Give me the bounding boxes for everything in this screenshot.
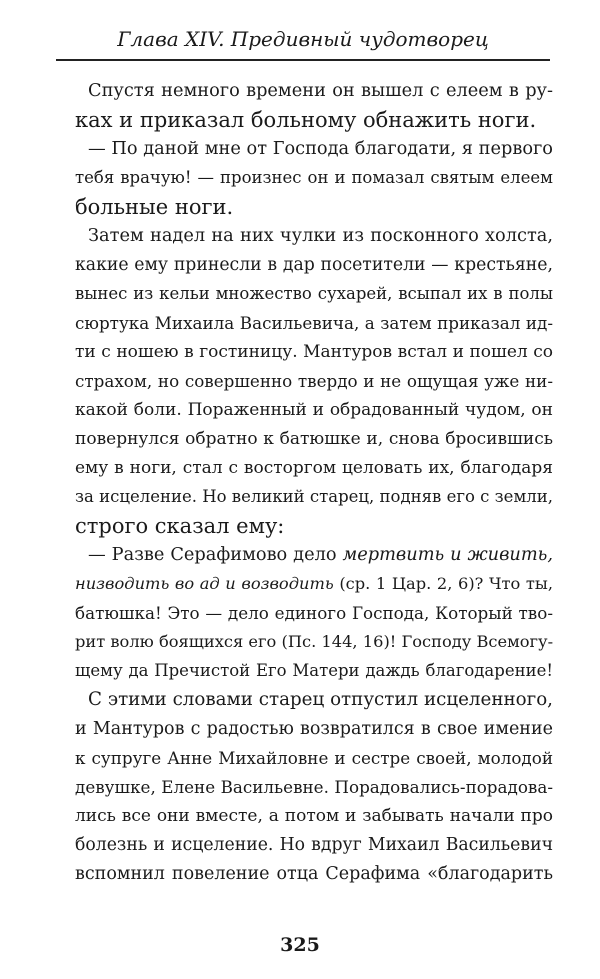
text-line: лись все они вместе, а потом и забывать начали про: [75, 806, 553, 826]
quote-line: щему да Пречистой Его Матери даждь благодарение!: [75, 661, 553, 680]
text-line: — По даной мне от Господа благодати, я первого: [88, 139, 553, 159]
header-rule: [56, 59, 550, 61]
text-line: вынес из кельи множество сухарей, всыпал их в полы: [75, 284, 553, 303]
quote-text: — Разве Серафимово дело: [88, 545, 343, 565]
text-line: тебя врачую! — произнес он и помазал святым елеем: [75, 168, 553, 187]
text-line: какой боли. Пораженный и обрадованный чудом, он: [75, 400, 553, 420]
quote-line: рит волю боящихся его (Пс. 144, 16)! Господу Всемогу-: [75, 632, 554, 651]
text-line: больные ноги.: [75, 195, 234, 219]
text-line: ему в ноги, стал с восторгом целовать их, благодаря: [75, 458, 553, 478]
text-line: повернулся обратно к батюшке и, снова бросившись: [75, 429, 553, 449]
text-line: строго сказал ему:: [75, 514, 285, 538]
text-line: вспомнил повеление отца Серафима «благодарить: [75, 864, 553, 884]
text-line: ти с ношею в гостиницу. Мантуров встал и пошел со: [75, 342, 553, 362]
text-line: за исцеление. Но великий старец, подняв его с земли,: [75, 487, 553, 506]
quote-italic: мертвить и живить,: [342, 545, 553, 565]
text-line: страхом, но совершенно твердо и не ощущая уже ни-: [75, 371, 553, 391]
page-number: 325: [280, 934, 320, 956]
text-line: и Мантуров с радостью возвратился в свое имение: [75, 719, 553, 739]
quote-line: [75, 570, 553, 598]
text-line: С этими словами старец отпустил исцеленного,: [88, 689, 553, 710]
text-line: Затем надел на них чулки из посконного холста,: [88, 226, 553, 246]
quote-italic: низводить во ад и возводить: [75, 574, 334, 593]
text-line: к супруге Анне Михайловне и сестре своей, молодой: [75, 748, 553, 768]
text-line: девушке, Елене Васильевне. Порадовались-порадова-: [75, 777, 553, 797]
running-header: Глава XIV. Предивный чудотворец: [117, 27, 489, 51]
text-line: сюртука Михаила Васильевича, а затем приказал ид-: [75, 313, 553, 333]
text-line: ках и приказал больному обнажить ноги.: [75, 108, 537, 132]
quote-text: (ср. 1 Цар. 2, 6)? Что ты,: [333, 574, 553, 593]
quote-line: батюшка! Это — дело единого Господа, Который тво-: [75, 603, 553, 623]
text-line: Спустя немного времени он вышел с елеем в ру-: [88, 81, 553, 101]
text-line: какие ему принесли в дар посетители — крестьяне,: [75, 255, 553, 275]
text-line: болезнь и исцеление. Но вдруг Михаил Васильевич: [75, 835, 553, 855]
quote-line: [88, 541, 553, 569]
